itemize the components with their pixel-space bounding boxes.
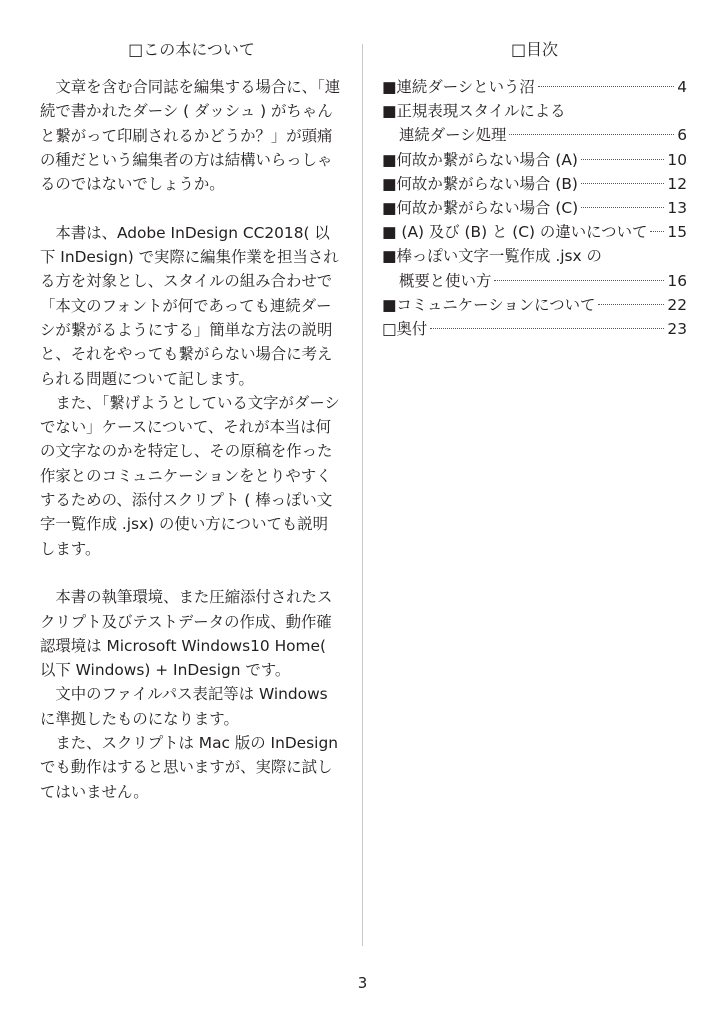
environment-paragraph-2: 文中のファイルパス表記等は Windows に準拠したものになります。 <box>40 685 328 728</box>
toc-leader-dots <box>509 134 674 135</box>
toc-entry[interactable] <box>382 317 687 341</box>
intro-paragraph-1: 文章を含む合同誌を編集する場合に、「連続で書かれたダーシ ( ダッシュ ) がちゃんと繋がって印刷されるかどうか？」が頭痛の種だという編集者の方は結構いらっしゃるのではないでしょうか。 <box>40 78 341 194</box>
toc-leader-dots <box>581 207 664 208</box>
toc-entry-label: ■何故か繋がらない場合 (B) <box>382 174 578 193</box>
toc-entry[interactable] <box>382 148 687 172</box>
toc-leader-dots <box>494 280 664 281</box>
toc-entry-page: 4 <box>677 78 687 96</box>
toc-entry[interactable] <box>382 75 687 99</box>
table-of-contents-column <box>382 38 687 341</box>
toc-entry-label: ■連続ダーシという沼 <box>382 78 535 96</box>
intro-paragraph-2: 本書は、Adobe InDesign CC2018( 以下 InDesign) で実際に編集作業を担当される方を対象とし、スタイルの組み合わせで「本文のフォントが何であっても連続ダーシが繋がるようにする」簡単な方法の説明と、それをやっても繋がらない場合に考えられる問題について記します。 <box>40 223 339 388</box>
toc-entry-label: ■正規表現スタイルによる <box>382 102 566 121</box>
toc-leader-dots <box>538 86 674 87</box>
toc-entry-page: 16 <box>667 271 687 290</box>
toc-entry[interactable] <box>382 172 687 196</box>
toc-entry-label: □奥付 <box>382 320 428 339</box>
intro-paragraph-3: また、「繋げようとしている文字がダーシでない」ケースについて、それが本当は何の文字なのかを特定し、その原稿を作った作家とのコミュニケーションをとりやすくするための、添付スクリプト ( 棒っぽい文字一覧作成 .jsx) の使い方についても説明します。 <box>40 393 340 558</box>
environment-paragraph-3: また、スクリプトは Mac 版の InDesign でも動作はすると思いますが、実際に試してはいません。 <box>40 734 338 801</box>
toc-leader-dots <box>581 183 664 184</box>
toc-entry-page: 10 <box>667 150 687 169</box>
toc-entry-label: ■何故か繋がらない場合 (C) <box>382 199 579 218</box>
about-book-heading: □この本について <box>128 40 255 59</box>
toc-leader-dots <box>430 328 664 329</box>
toc-entry-page: 22 <box>667 295 687 314</box>
toc-entry-label-continued: 概要と使い方 <box>399 271 492 290</box>
toc-entry-label: ■何故か繋がらない場合 (A) <box>382 150 578 169</box>
toc-entry[interactable] <box>382 99 687 147</box>
toc-leader-dots <box>650 231 664 232</box>
toc-entry-page: 13 <box>667 199 687 218</box>
page-number: 3 <box>357 974 368 992</box>
toc-entry-label: ■棒っぽい文字一覧作成 .jsx の <box>382 247 602 266</box>
toc-leader-dots <box>581 159 665 160</box>
toc-entry-page: 6 <box>677 126 687 145</box>
toc-entry-label-continued: 連続ダーシ処理 <box>399 126 507 145</box>
toc-leader-dots <box>598 304 664 305</box>
toc-entry-label: ■コミュニケーションについて <box>382 295 596 314</box>
toc-entry-page: 12 <box>667 174 687 193</box>
toc-entry[interactable] <box>382 244 687 292</box>
toc-entry-label: ■ (A) 及び (B) と (C) の違いについて <box>382 223 648 242</box>
toc-entry[interactable] <box>382 293 687 317</box>
about-book-column <box>40 38 343 804</box>
toc-list <box>382 75 687 341</box>
column-divider <box>362 44 363 946</box>
environment-paragraph-1: 本書の執筆環境、また圧縮添付されたスクリプト及びテストデータの作成、動作確認環境は Microsoft Windows10 Home( 以下 Windows) + InDesign です。 <box>40 588 333 680</box>
toc-entry-page: 15 <box>667 223 687 242</box>
toc-entry[interactable] <box>382 196 687 220</box>
toc-entry-page: 23 <box>667 320 687 339</box>
toc-heading: □目次 <box>510 40 559 59</box>
toc-entry[interactable] <box>382 220 687 244</box>
